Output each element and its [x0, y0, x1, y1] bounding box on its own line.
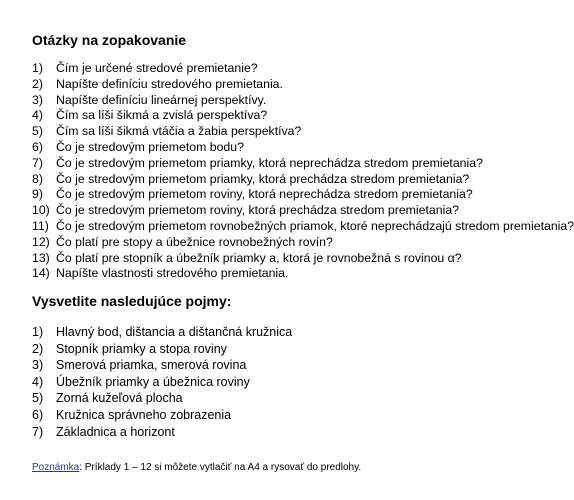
terms-list [32, 324, 500, 440]
item-text: Napíšte vlastnosti stredového premietania. [56, 266, 289, 281]
item-text: Úbežník priamky a úbežnica roviny [56, 374, 250, 389]
item-text: Kružnica správneho zobrazenia [56, 407, 232, 422]
item-number: 6) [32, 139, 43, 154]
list-item [32, 108, 500, 124]
item-number: 14) [32, 266, 50, 281]
list-item [32, 77, 500, 93]
item-number: 2) [32, 341, 44, 356]
list-item [32, 407, 500, 424]
item-number: 10) [32, 203, 50, 218]
item-number: 1) [32, 325, 44, 339]
item-number: 7) [32, 424, 44, 439]
item-text: Zorná kužeľová plocha [56, 391, 183, 406]
list-item [32, 124, 500, 140]
item-number: 12) [32, 234, 50, 249]
list-item [32, 61, 500, 77]
item-number: 1) [32, 61, 43, 75]
item-text: Napíšte definíciu lineárnej perspektívy. [56, 92, 267, 107]
item-number: 13) [32, 250, 50, 265]
item-number: 4) [32, 374, 44, 389]
list-item [32, 324, 500, 341]
item-number: 11) [32, 218, 49, 233]
list-item [32, 203, 500, 219]
item-number: 6) [32, 407, 44, 422]
item-text: Čo platí pre stopy a úbežnice rovnobežných rovín? [56, 234, 333, 249]
item-text: Čo je stredovým priemetom priamky, ktorá neprechádza stredom premietania? [56, 155, 483, 170]
item-number: 7) [32, 155, 43, 170]
item-text: Hlavný bod, dištancia a dištančná kružnica [56, 325, 293, 339]
item-text: Čím je určené stredové premietanie? [56, 61, 258, 75]
note [32, 462, 361, 473]
note-label: Poznámka [32, 462, 80, 473]
item-text: Čo je stredovým priemetom rovnobežných priamok, ktoré neprechádzajú stredom premietania? [56, 218, 574, 233]
note-text: : Príklady 1 – 12 si môžete vytlačiť na A4 a rysovať do predlohy. [79, 462, 362, 473]
item-text: Čo je stredovým priemetom priamky, ktorá prechádza stredom premietania? [56, 171, 470, 186]
item-text: Čo je stredovým priemetom roviny, ktorá prechádza stredom premietania? [56, 203, 460, 218]
item-text: Čo platí pre stopník a úbežník priamky a, ktorá je rovnobežná s rovinou α? [56, 250, 462, 265]
item-number: 2) [32, 76, 43, 91]
list-item [32, 235, 500, 251]
item-text: Čo je stredovým priemetom bodu? [56, 139, 244, 154]
terms-heading: Vysvetlite nasledujúce pojmy: [32, 293, 232, 309]
list-item [32, 218, 574, 235]
item-text: Čím sa líši šikmá a zvislá perspektíva? [56, 108, 268, 123]
item-text: Čo je stredovým priemetom roviny, ktorá neprechádza stredom premietania? [56, 187, 473, 202]
questions-list [32, 61, 574, 282]
item-text: Stopník priamky a stopa roviny [56, 341, 227, 356]
list-item [32, 251, 500, 267]
item-number: 4) [32, 108, 43, 123]
list-item [32, 374, 500, 391]
list-item [32, 156, 500, 172]
item-text: Smerová priamka, smerová rovina [56, 358, 247, 373]
item-number: 3) [32, 92, 43, 107]
item-number: 8) [32, 171, 43, 186]
list-item [32, 390, 500, 407]
item-text: Základnica a horizont [56, 424, 175, 439]
list-item [32, 424, 500, 441]
item-number: 5) [32, 391, 44, 406]
list-item [32, 357, 500, 374]
list-item [32, 140, 500, 156]
list-item [32, 172, 500, 188]
list-item [32, 93, 500, 109]
list-item [32, 187, 500, 203]
list-item [32, 266, 500, 282]
item-number: 9) [32, 187, 43, 202]
questions-heading: Otázky na zopakovanie [32, 32, 187, 48]
item-number: 3) [32, 358, 44, 373]
item-number: 5) [32, 124, 43, 139]
item-text: Napíšte definíciu stredového premietania. [56, 76, 283, 91]
item-text: Čím sa líši šikmá vtáčia a žabia perspektíva? [56, 124, 302, 139]
list-item [32, 341, 500, 358]
